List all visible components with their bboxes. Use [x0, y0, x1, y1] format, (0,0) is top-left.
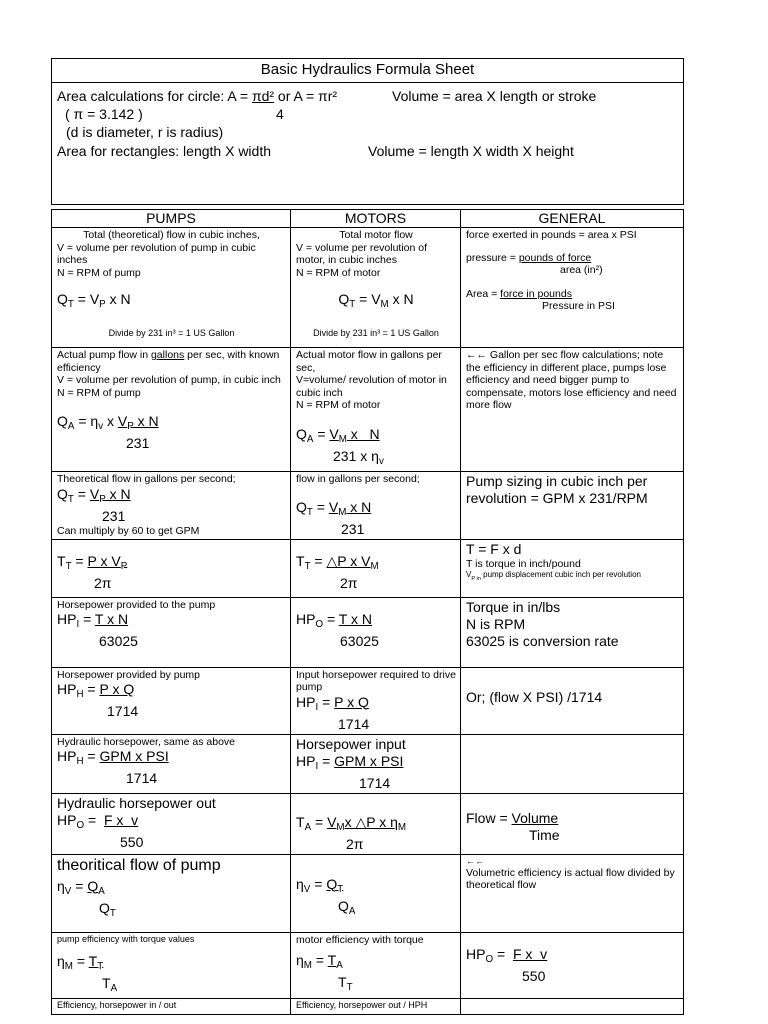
- pump-hydraulic-hp-cell: [52, 667, 291, 734]
- motor-actual-volume-desc: V=volume/ revolution of motor in cubic inch: [296, 374, 447, 399]
- formula-sheet-table: [51, 58, 684, 1015]
- motor-total-flow-cell: [291, 228, 461, 348]
- motor-gps-cell: [291, 472, 461, 540]
- general-empty-cell-7: [461, 734, 684, 793]
- pump-hydraulic-hp-desc: Horsepower provided by pump: [57, 668, 200, 681]
- pump-hp-out-cell: [52, 793, 291, 854]
- pump-gps-desc: Theoretical flow in gallons per second;: [57, 473, 236, 485]
- motor-torque-denominator: 2π: [340, 574, 358, 591]
- motor-actual-torque-cell: [291, 793, 461, 854]
- area-circle-formula: πd²: [251, 88, 275, 104]
- motor-vol-efficiency-denominator: $Q_A$: [338, 897, 356, 917]
- rpm-note: N is RPM: [466, 615, 526, 632]
- motor-hp-input-desc: Horsepower input: [296, 735, 406, 752]
- header-general: GENERAL: [461, 210, 684, 228]
- back-arrows: ←←: [466, 855, 484, 866]
- general-gallon-note-cell: [461, 348, 684, 472]
- motor-hp-out-equation: $HP_O = T$ x N: [296, 610, 372, 630]
- motor-actual-flow-denominator: 231 x $\eta_v$: [333, 447, 384, 467]
- pump-efficiency-footer: Efficiency, horsepower in / out: [52, 998, 291, 1014]
- area-circle-formula-r: πr²: [318, 88, 338, 104]
- volume-stroke: Volume = area X length or stroke: [392, 88, 597, 104]
- general-hp-out-cell: [461, 932, 684, 998]
- motor-gps-denominator: 231: [341, 520, 365, 537]
- pump-theoretical-gps-cell: [52, 472, 291, 540]
- divisor-four: 4: [276, 106, 284, 122]
- motor-flow-equation: $Q_T = V_M$ x N: [338, 291, 414, 310]
- general-hp-out-denominator: 550: [522, 967, 546, 984]
- pump-actual-flow-equation: $Q_A = \eta_v$ x $V_P$ x N: [57, 413, 159, 432]
- pump-hydraulic-hp-gpm-desc: Hydraulic horsepower, same as above: [57, 735, 236, 748]
- pump-mech-efficiency-desc: pump efficiency with torque values: [57, 933, 195, 944]
- pump-hydraulic-hp-gpm-equation: $HP_H$ = GPM x PSI: [57, 748, 169, 767]
- flow-time-denominator: Time: [529, 826, 560, 843]
- pump-torque-denominator: 2π: [94, 574, 112, 591]
- pump-hydraulic-hp-denominator: 1714: [107, 703, 139, 719]
- pump-gps-denominator: 231: [102, 507, 126, 524]
- sheet-title: Basic Hydraulics Formula Sheet: [52, 59, 684, 83]
- pump-total-flow-cell: [52, 228, 291, 348]
- conversion-note: 63025 is conversion rate: [466, 632, 619, 649]
- motor-hp-input-cell: [291, 734, 461, 793]
- general-empty-cell-11: [461, 998, 684, 1014]
- gallon-flow-note: ←← Gallon per sec flow calculations; note the efficiency in different place, pumps lose efficiency and need bigger pump to compensate, motors lose efficiency and need more flow: [466, 349, 677, 411]
- pump-actual-flow-desc: Actual pump flow in gallons per sec, with known efficiency: [57, 349, 280, 374]
- motor-hp-out-denominator: 63025: [340, 632, 379, 649]
- pump-actual-flow-denominator: 231: [126, 435, 150, 451]
- pump-hydraulic-hp-gpm-cell: [52, 734, 291, 793]
- general-pressure-cell: [461, 228, 684, 348]
- pump-mech-efficiency-denominator: $T_A$: [102, 974, 118, 994]
- pump-hydraulic-hp-equation: $HP_H = P$ x Q: [57, 681, 135, 700]
- motor-actual-torque-equation: $T_A = V_Mx$ △P x $\eta_M$: [296, 813, 407, 833]
- pump-actual-volume-desc: V = volume per revolution of pump, in cubic inch: [57, 374, 281, 386]
- area-circle-label: Area calculations for circle: A =: [57, 88, 252, 104]
- pump-hp-in-denominator: 63025: [99, 633, 138, 649]
- general-torque-cell: [461, 539, 684, 597]
- general-flow-psi-cell: [461, 667, 684, 734]
- area-formula: Area = force in pounds: [466, 287, 572, 300]
- motor-flow-desc: Total motor flow: [339, 229, 413, 241]
- motor-input-hp-denominator: 1714: [338, 715, 370, 732]
- motor-actual-rpm-desc: N = RPM of motor: [296, 399, 381, 411]
- pump-actual-rpm-desc: N = RPM of pump: [57, 386, 141, 399]
- torque-formula: T = F x d: [466, 540, 522, 557]
- general-pump-sizing-cell: [461, 472, 684, 540]
- pump-vol-efficiency-cell: [52, 854, 291, 932]
- pump-torque-cell: [52, 539, 291, 597]
- intro-section: [52, 83, 684, 205]
- motor-torque-equation: $T_T$ = △P x $V_M$: [296, 552, 379, 572]
- theoretical-flow-pump-desc: theoritical flow of pump: [57, 856, 221, 874]
- pump-flow-rpm-desc: N = RPM of pump: [57, 266, 141, 279]
- pump-sizing-note: Pump sizing in cubic inch per revolution = GPM x 231/RPM: [466, 473, 648, 506]
- header-pumps: PUMPS: [52, 210, 291, 228]
- pump-vol-efficiency-equation: $\eta_V = Q_A$: [57, 877, 105, 897]
- diameter-note: (d is diameter, r is radius): [66, 124, 224, 140]
- motor-hp-out-cell: [291, 597, 461, 667]
- motor-input-hp-desc: Input horsepower required to drive pump: [296, 668, 456, 693]
- pump-hydraulic-hp-gpm-denominator: 1714: [126, 770, 158, 786]
- flow-time-formula: Flow = Volume: [466, 809, 559, 826]
- motor-hp-input-denominator: 1714: [359, 774, 391, 791]
- motor-mech-efficiency-cell: [291, 932, 461, 998]
- motor-gps-equation: $Q_T = V_M$ x N: [296, 498, 372, 518]
- general-vol-efficiency-cell: [461, 854, 684, 932]
- pump-hp-out-desc: Hydraulic horsepower out: [57, 794, 216, 811]
- motor-actual-flow-equation: $Q_A = V_M$ x N: [296, 425, 380, 445]
- pump-flow-equation: $Q_T = V_P$ x N: [57, 291, 131, 310]
- pump-hp-in-desc: Horsepower provided to the pump: [57, 598, 216, 611]
- motor-mech-efficiency-equation: $\eta_M = T_A$: [296, 952, 343, 971]
- pump-torque-equation: $T_T = P$ x $V_P$: [57, 552, 128, 572]
- torque-note: T is torque in inch/pound: [466, 557, 581, 570]
- area-circle-or: or A =: [274, 88, 319, 104]
- motor-mech-efficiency-desc: motor efficiency with torque: [296, 933, 424, 946]
- pressure-formula: pressure = pounds of force: [466, 251, 592, 264]
- motor-input-hp-cell: [291, 667, 461, 734]
- flow-psi-formula: Or; (flow X PSI) /1714: [466, 688, 603, 705]
- vol-efficiency-note: Volumetric efficiency is actual flow divided by theoretical flow: [466, 866, 675, 891]
- motor-flow-volume-desc: V = volume per revolution of motor, in cubic inches: [296, 241, 428, 266]
- motor-actual-flow-desc: Actual motor flow in gallons per sec,: [296, 349, 442, 374]
- pump-hp-out-equation: $HP_O = F$ x v: [57, 811, 139, 831]
- motor-actual-torque-denominator: 2π: [346, 835, 364, 852]
- pump-mech-efficiency-equation: $\eta_M = T_T$: [57, 952, 104, 972]
- motor-vol-efficiency-equation: $\eta_V = Q_T$: [296, 875, 344, 895]
- general-flow-time-cell: [461, 793, 684, 854]
- displacement-note: $V_{P in}$ pump displacement cubic inch per revolution: [466, 570, 641, 582]
- pump-hp-out-denominator: 550: [120, 833, 144, 850]
- pump-flow-volume-desc: V = volume per revolution of pump in cubic inches: [57, 241, 256, 266]
- force-formula: force exerted in pounds = area x PSI: [466, 229, 637, 241]
- pump-actual-flow-cell: [52, 348, 291, 472]
- gpm-note: Can multiply by 60 to get GPM: [57, 524, 200, 537]
- motor-actual-flow-cell: [291, 348, 461, 472]
- pump-hp-in-cell: [52, 597, 291, 667]
- motor-gps-desc: flow in gallons per second;: [296, 473, 420, 485]
- volume-rect: Volume = length X width X height: [368, 143, 574, 159]
- motor-torque-cell: [291, 539, 461, 597]
- pressure-denominator: area (in²): [560, 264, 603, 276]
- pump-gallon-note: Divide by 231 in³ = 1 US Gallon: [108, 328, 235, 338]
- pump-gps-equation: $Q_T = V_P$ x N: [57, 485, 131, 505]
- general-hp-notes-cell: [461, 597, 684, 667]
- pump-mech-efficiency-cell: [52, 932, 291, 998]
- motor-gallon-note: Divide by 231 in³ = 1 US Gallon: [313, 328, 439, 338]
- motor-mech-efficiency-denominator: $T_T$: [338, 974, 353, 993]
- pump-hp-in-equation: $HP_I = T$ x N: [57, 611, 129, 630]
- header-motors: MOTORS: [291, 210, 461, 228]
- motor-input-hp-equation: $HP_I = P$ x Q: [296, 693, 369, 713]
- motor-flow-rpm-desc: N = RPM of motor: [296, 266, 381, 279]
- general-hp-out-equation: $HP_O = F$ x v: [466, 945, 548, 965]
- torque-units-note: Torque in in/lbs: [466, 598, 561, 615]
- area-rect: Area for rectangles: length X width: [57, 143, 272, 159]
- motor-hp-input-equation: $HP_I$ = GPM x PSI: [296, 752, 404, 772]
- pump-vol-efficiency-denominator: $Q_T$: [99, 899, 116, 919]
- area-denominator: Pressure in PSI: [542, 300, 615, 312]
- pi-value: ( π = 3.142 ): [65, 106, 143, 122]
- pump-flow-desc: Total (theoretical) flow in cubic inches,: [83, 229, 260, 241]
- motor-vol-efficiency-cell: [291, 854, 461, 932]
- motor-efficiency-footer: Efficiency, horsepower out / HPH: [291, 998, 461, 1014]
